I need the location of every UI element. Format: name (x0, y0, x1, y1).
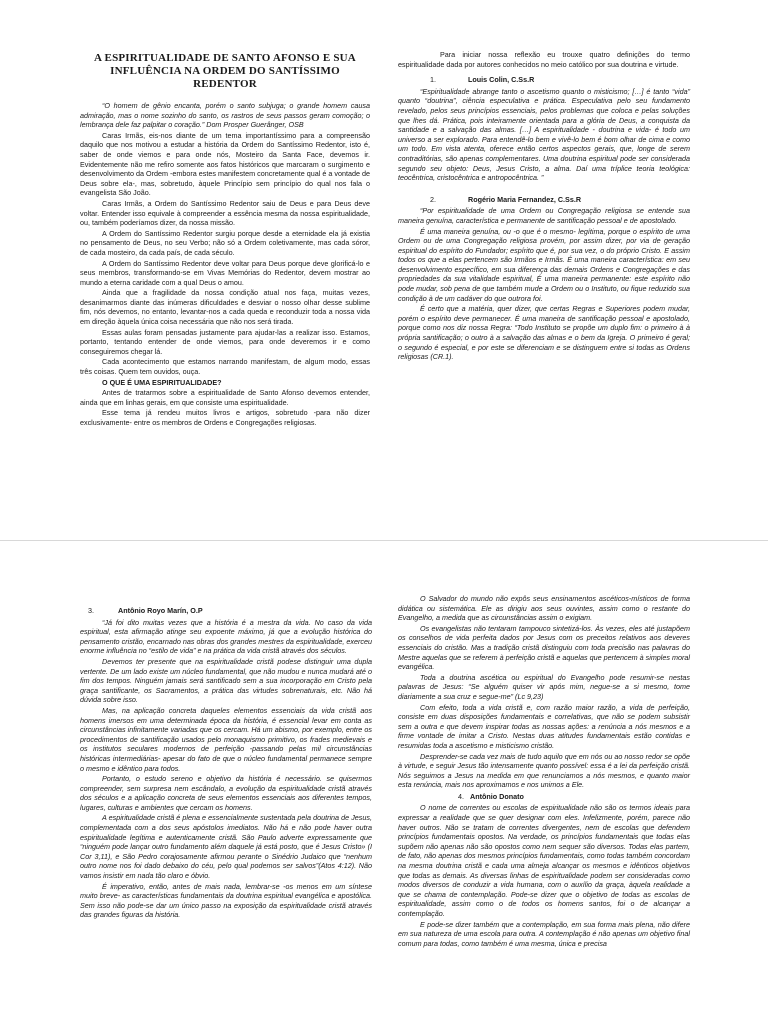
definition-author: Antônio Donato (470, 791, 524, 801)
definition-2-text: “Por espiritualidade de uma Ordem ou Congregação religiosa se entende sua maneira genuína, característica e permanente de santificação pessoal e de apostolado. (398, 206, 690, 225)
definition-number: 1. (430, 75, 436, 85)
definition-2-text: É uma maneira genuína, ou -o que é o mesmo- legítima, porque o espírito de uma Ordem ou de uma Congregação religiosa provém, por assim dizer, por via de geração espiritual do espírito do Fundador; espírito que é, por sua vez, o do próprio Cristo. E assim todos os que a elas pertencem são Irmãos e Irmãs. É uma maneira característica: em seu desenvolvimento específico, em sua diferença das demais Ordens e Congregações e das propriedades da sua vitalidade espiritual, É uma maneira permanente: este espírito não pode mudar, sob pena de que também mude a Ordem ou o Instituto, ou fique reduzido sua condição à de um cadáver do que outrora foi. (398, 226, 690, 303)
definition-number: 4. (458, 791, 464, 801)
paragraph: Desprender-se cada vez mais de tudo aquilo que em nós ou ao nosso redor se opõe à virtude, e seguir Jesus tão intensamente quanto possível: essa é a lei da perfeição cristã. Nós seguimos a Jesus na medida em que renunciamos a nós mesmos, e quanto maior esta renúncia, mais nos aproximamos e nos unimos a Ele. (398, 751, 690, 790)
paragraph: Toda a doutrina ascética ou espiritual do Evangelho pode resumir-se nestas palavras de Jesus: “Se alguém quiser vir após mim, negue-se a si mesmo, tome diariamente a sua cruz e segue-me” (Lc 9,23) (398, 672, 690, 701)
definition-2-heading (398, 195, 690, 205)
definition-3-text: Mas, na aplicação concreta daqueles elementos essenciais da vida cristã aos homens imersos em uma determinada época da história, é essencial levar em conta as circunstâncias infinitamente variadas que os cercam. Há um abismo, por exemplo, entre os procedimentos de santificação usados pelo monaquismo primitivo, os frades medievais e os institutos seculares modernos de perfeição -passando pelas mil circunstâncias históricas intermediárias- apesar do fato de que o núcleo fundamental permanece sempre o mesmo e idêntico para todos. (80, 705, 372, 773)
title-line-2: INFLUÊNCIA NA ORDEM DO SANTÍSSIMO REDENTOR (110, 65, 340, 90)
definition-4-text: E pode-se dizer também que a contemplação, em sua forma mais plena, não difere em sua natureza de uma escola para outra. A contemplação é não apenas um objetivo final comum para todas, como também é uma mesma, única e precisa (398, 919, 690, 948)
definition-author: Antônio Royo Marín, O.P (118, 606, 203, 615)
epigraph: “O homem de gênio encanta, porém o santo subjuga; o grande homem causa admiração, mas o nome sozinho do santo, os rastros de seus passos geram comoção; o lembrança dele faz palpitar o coração.” Dom Prosper Guerânger, OSB (80, 101, 370, 130)
definition-author: Rogério Maria Fernandez, C.Ss.R (468, 194, 582, 204)
title-line-1: A ESPIRITUALIDADE DE SANTO AFONSO E SUA (94, 52, 356, 64)
paragraph: Cada acontecimento que estamos narrando manifestam, de algum modo, essas três coisas. Quem tem ouvidos, ouça. (80, 357, 370, 377)
paragraph: Caras Irmãs, eis-nos diante de um tema importantíssimo para a compreensão daquilo que nos motivou a estudar a história da Ordem do Santíssimo Redentor, isto é, saber de onde viemos e para onde nós, Mosteiro da Santa Face, devemos ir. Evidentemente não me refiro somente aos fatos históricos que marcaram o surgimento e desenvolvimento da Ordem -embora estes manifestem concretamente qual é a vontade de Deus sobre ela-, mas, sobretudo, àquele Princípio sem princípio do qual nos fala o evangelista São João. (80, 130, 370, 198)
definition-3-text: Devemos ter presente que na espiritualidade cristã podese distinguir uma dupla vertente. De um lado existe um núcleo fundamental, que não mudou e nunca mudará até o fim dos tempos. Ninguém jamais será santificado sem a sua incorporação em Cristo pela graça santificante, os Sacramentos, a prática das virtudes sobrenaturais, etc. Não há dúvida sobre isso. (80, 656, 372, 705)
definition-3-text: A espiritualidade cristã é plena e essencialmente sustentada pela doutrina de Jesus, complementada com a dos seus apóstolos imediatos. Não há e não pode haver outra espiritualidade legítima e autenticamente cristã. São Paulo adverte expressamente que “ninguém pode lançar outro fundamento além daquele já está posto, que é Jesus Cristo» (I Cor 3,11), e São Pedro corajosamente afirmou perante o Sinédrio Judaico que “nenhum outro nome nos foi dado debaixo do céu, pelo qual podemos ser salvos”(Atos 4:12). Não vamos insistir em nada tão claro e óbvio. (80, 813, 372, 881)
definition-2-text: É certo que a matéria, quer dizer, que certas Regras e Superiores podem mudar, porém o espírito deve permanecer. É uma maneira de santificação pessoal e apostolado, porque como nos diz nossa Regra: “Todo Instituto se propõe um duplo fim: o primeiro à à própria santificação; o outro à a salvação das almas e o bem da Igreja. O primeiro é geral; o segundo é especial, e por este se diferenciam e se distinguem entre si todas as Ordens religiosas (CR.1). (398, 304, 690, 362)
section-heading: O QUE É UMA ESPIRITUALIDADE? (102, 377, 222, 387)
definition-3-text: Portanto, o estudo sereno e objetivo da história é necessário. se quisermos compreender, sem surpresa nem escândalo, a evolução da espiritualidade cristã através dos séculos e a aplicação concreta de seus elementos essenciais aos diferentes tempos, lugares, culturas e ambientes que cercam os homens. (80, 774, 372, 812)
paragraph: A Ordem do Santíssimo Redentor surgiu porque desde a eternidade ela já existia no pensamento de Deus, no seu Verbo; não só a Ordem coletivamente, mas cada sóror, de cada mosteiro, da cada país, de cada século. (80, 228, 370, 257)
paragraph: Caras Irmãs, a Ordem do Santíssimo Redentor saiu de Deus e para Deus deve voltar. Entender isso equivale à compreender a essência mesma da nossa espiritualidade, ou, também poderíamos dizer, da nossa missão. (80, 198, 370, 228)
definition-1-text: “Espiritualidade abrange tanto o ascetismo quanto o misticismo; […] é tanto “vida” quanto “doutrina”, ciência especulativa e prática. Especulativa pelo seu fundamento revelado, pelos seus princípios essenciais, pelos problemas que coloca e pelas soluções que lhes dá. Prática, pois inteiramente orientada para a glória de Deus, a conquista da santidade e a salvação das almas. […] A espiritualidade - doutrina e vida- é todo um universo a ser explorado. Para entendê-lo bem e vivê-lo bem é bom olhar de cima e como um todo. Em vista atenta, oferece então certos aspectos gerais, que, longe de serem contraditórias, são apenas complementares. Uma doutrina espiritual pode ser considerada segundo seu objeto: Deus, Jesus Cristo, a alma. Daí uma tríplice teoria teológica: teocêntrica, cristocêntrica e antropocêntrica. ” (398, 86, 690, 183)
paragraph: Antes de tratarmos sobre a espiritualidade de Santo Afonso devemos entender, ainda que em linhas gerais, em que consiste uma espiritualidade. (80, 388, 370, 407)
definition-4-heading (398, 792, 690, 802)
definition-4-text: O nome de correntes ou escolas de espiritualidade não são os termos ideais para expressar a realidade que se quer designar com eles. Infelizmente, porém, parece não haver outros. Não se tratam de correntes divergentes, nem de escolas que defendem princípios fundamentais opostos. Na verdade, os princípios fundamentais que todas elas supõem não apenas não são opostos como nem sequer são diversos. Todas elas partem, de fato, não apenas dos mesmos princípios fundamentais, como todas também concordam na mesma doutrina cristã e cada uma almeja alcançar os mesmos e idênticos objetivos que todas as demais. As diversas linhas de espiritualidade podem ser consideradas como modos diversos de conduzir a vida humana, com o auxílio da graça, àquela realidade a que se chama de contemplação. Pode-se dizer que o objetivo de todas as escolas de espiritualidade, assim como o de todos os homens santos, foi o de alcançar a contemplação. (398, 803, 690, 918)
definition-number: 2. (430, 194, 436, 204)
intro-paragraph: Para iniciar nossa reflexão eu trouxe quatro definições do termo espiritualidade dada por autores conhecidos no meio católico por sua doutrina e virtude. (398, 50, 690, 69)
paragraph: Ainda que a fragilidade da nossa condição atual nos faça, muitas vezes, desanimarmos diante das inúmeras dificuldades e desviar o nosso olhar desse sublime fim, nós devemos, no entanto, levantar-nos a cada queda e reconduzir toda a nossa vida em direção àquela única coisa necessária que não nos será tirada. (80, 288, 370, 327)
paragraph: A Ordem do Santíssimo Redentor deve voltar para Deus porque deve glorificá-lo e seus membros, transformando-se em Vivas Memórias do Redentor, devem mostrar ao mundo a eterna caridade com a qual Deus o amou. (80, 258, 370, 287)
page2-left-column (80, 606, 372, 921)
page1-left-column (80, 52, 370, 429)
page1-right-column (398, 50, 690, 363)
definition-number: 3. (88, 606, 94, 615)
paragraph: Esse tema já rendeu muitos livros e artigos, sobretudo -para não dizer exclusivamente- entre os membros de Ordens e Congregações religiosas. (80, 408, 370, 427)
paragraph: O Salvador do mundo não expôs seus ensinamentos ascéticos-místicos de forma didática ou sistemática. Ele as dirigiu aos seus ouvintes, assim como o restante do Evangelho, a medida que as circunstâncias assim o exigiam. (398, 594, 690, 623)
document-title (80, 52, 370, 91)
definition-1-heading (398, 75, 690, 85)
definition-3-text: “Já foi dito muitas vezes que a história é a mestra da vida. No caso da vida espiritual, esta afirmação atinge seu expoente máximo, já que a evolução histórica do pensamento cristão, encarnado nas obras dos grandes mestres da espiritualidade, exerceu enorme influência no “estilo de vida” e na prática da vida cristã através dos séculos. (80, 617, 372, 656)
page2-right-column (398, 594, 690, 949)
paragraph: Os evangelistas não tentaram tampouco sintetizá-los. Às vezes, eles até justapõem os conselhos de vida perfeita dados por Jesus com os preceitos relativos aos deveres essenciais do cristão. Mas a tradição cristã distinguiu com toda precisão nas palavras do Mestre aquelas que se referem à perfeição cristã e aquelas que pertencem à simples moral evangélica. (398, 623, 690, 672)
definition-author: Louis Colin, C.Ss.R (468, 75, 535, 85)
document-page-2 (0, 590, 768, 1024)
paragraph: Essas aulas foram pensadas justamente para ajudar-las a realizar isso. Estamos, portanto, tentando entender de onde viemos, para onde deveremos ir e como conseguiremos chegar lá. (80, 327, 370, 356)
definition-3-heading (80, 606, 372, 616)
paragraph: Com efeito, toda a vida cristã e, com razão maior razão, a vida de perfeição, consiste em duas disposições fundamentais e correlativas, que não se podem subsistir sem a outra e que devem inspirar todas as nossas ações: a renúncia a nós mesmos e a firme vontade de imitar a Cristo. Nestas duas atitudes fundamentais estão contidas e resumidas toda a ascetismo e misticismo cristão. (398, 702, 690, 750)
definition-3-text: É imperativo, então, antes de mais nada, lembrar-se -os menos em um síntese muito breve- as características fundamentais da doutrina espiritual evangélica e apostólica. Sem isso não pode-se dar um único passo na exposição da espiritualidade cristã através das grandes figuras da história. (80, 881, 372, 920)
